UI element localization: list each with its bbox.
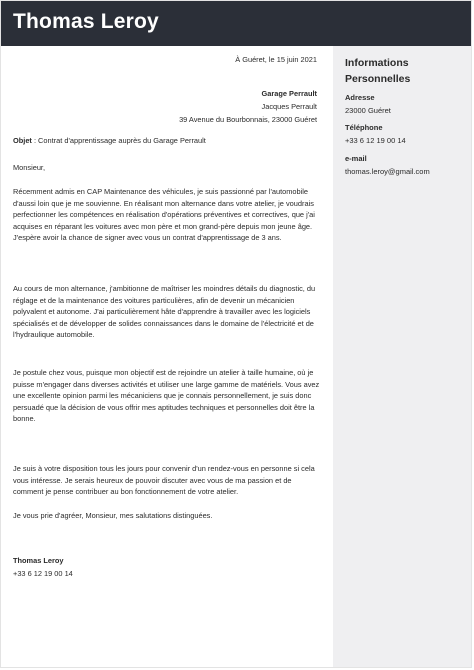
paragraph-2: Au cours de mon alternance, j'ambitionne de maîtriser les moindres détails du diagnostic, du réglage et de la maintenance des voitures particulières, afin de devenir un mécanicien polyvalent et autonome. J'ai particulièrement hâte d'apprendre à travailler avec les logiciels spécialisés et de développer de solides connaissances dans le domaine de l'électricité et de l'hydraulique automobile. bbox=[13, 284, 316, 340]
recipient-address: 39 Avenue du Bourbonnais, 23000 Guéret bbox=[179, 115, 317, 124]
subject-line bbox=[13, 135, 321, 147]
phone-value: +33 6 12 19 00 14 bbox=[345, 136, 406, 145]
address-value: 23000 Guéret bbox=[345, 106, 391, 115]
address-label: Adresse bbox=[345, 93, 375, 102]
email-label: e-mail bbox=[345, 154, 367, 163]
applicant-name: Thomas Leroy bbox=[13, 10, 159, 33]
email-value: thomas.leroy@gmail.com bbox=[345, 167, 430, 176]
date-line: À Guéret, le 15 juin 2021 bbox=[235, 55, 317, 64]
subject-label: Objet bbox=[13, 136, 32, 145]
paragraph-1: Récemment admis en CAP Maintenance des véhicules, je suis passionné par l'automobile d'aussi loin que je me souvienne. En réalisant mon alternance dans votre atelier, je voudrais perfectionner les compétences en réalisation d'opérations préventives et correctives, que j'ai acquises en réparant les voitures avec mon père et mon grand-père depuis mon jeune âge. J'espère avoir la chance de signer avec vous un contrat d'apprentissage de 3 ans. bbox=[13, 187, 315, 243]
sidebar-title: Informations Personnelles bbox=[345, 57, 411, 85]
subject-text: : Contrat d'apprentissage auprès du Garage Perrault bbox=[31, 136, 206, 145]
signature-name: Thomas Leroy bbox=[13, 556, 64, 565]
paragraph-3: Je postule chez vous, puisque mon objectif est de rejoindre un atelier à taille humaine, où je puisse m'engager dans diverses activités et utiliser une large gamme de matériels. Vous avez une excellente opinion parmi les mécaniciens que je connais personnellement, je suis donc persuadé que la décision de vous offrir mes aptitudes techniques et personnelles doit être la bonne. bbox=[13, 368, 320, 424]
header-bar bbox=[1, 1, 471, 46]
recipient-name: Jacques Perrault bbox=[261, 102, 317, 111]
recipient-company: Garage Perrault bbox=[261, 89, 317, 98]
paragraph-4: Je suis à votre disposition tous les jours pour convenir d'un rendez-vous en personne si cela vous intéresse. Je serais heureux de pouvoir discuter avec vous de ma passion et de comment je pense contribuer au bon fonctionnement de votre atelier. bbox=[13, 464, 315, 497]
signature-phone: +33 6 12 19 00 14 bbox=[13, 569, 73, 578]
salutation: Monsieur, bbox=[13, 163, 46, 172]
phone-label: Téléphone bbox=[345, 123, 383, 132]
personal-info-sidebar bbox=[333, 46, 472, 668]
closing-line: Je vous prie d'agréer, Monsieur, mes salutations distinguées. bbox=[13, 511, 213, 520]
